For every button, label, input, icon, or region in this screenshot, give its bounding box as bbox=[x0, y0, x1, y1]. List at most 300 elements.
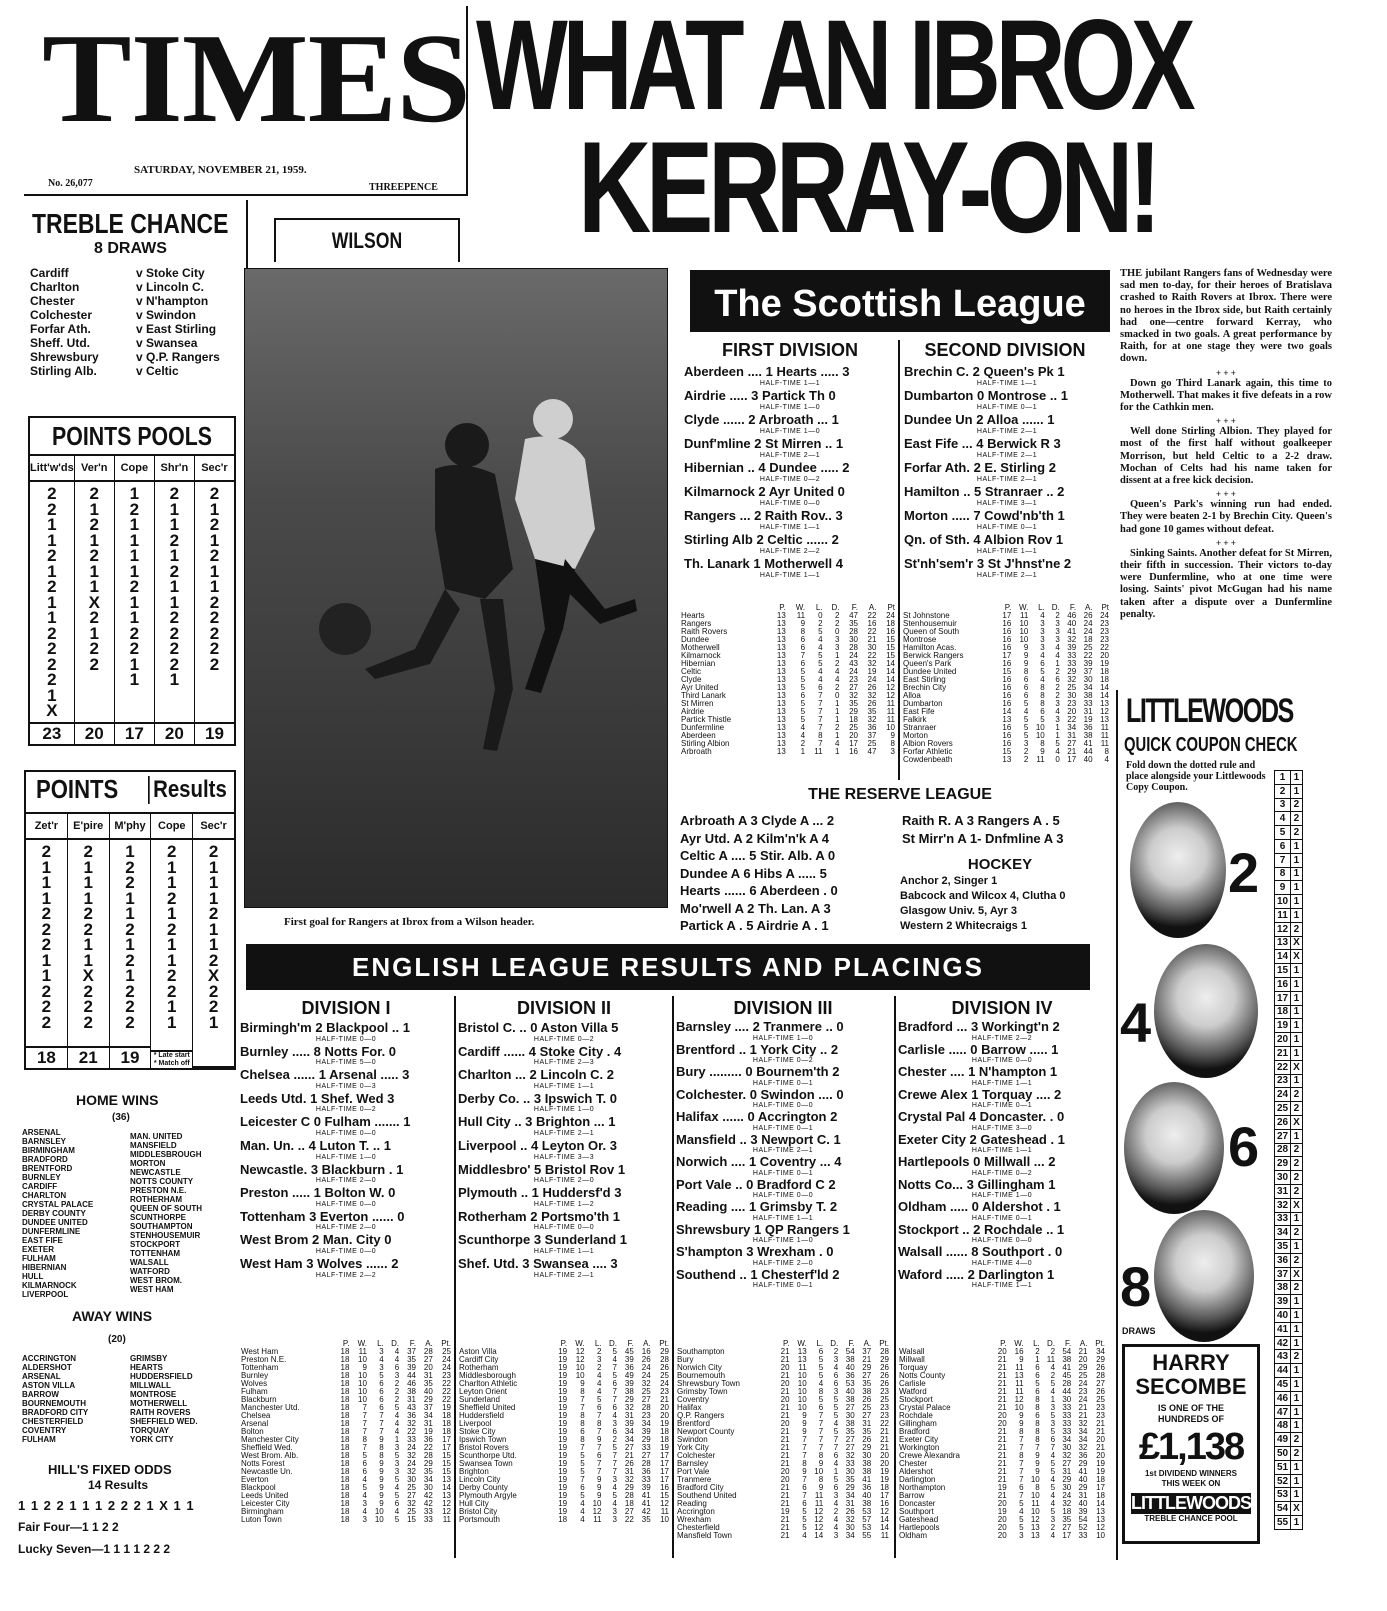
half-time: HALF-TIME 2—2 bbox=[759, 548, 821, 555]
table-header-cell: D. bbox=[1047, 1339, 1056, 1348]
table-cell: 5 bbox=[1050, 1411, 1056, 1420]
match-result: Stockport .. 2 Rochdale .. 1 bbox=[898, 1221, 1065, 1237]
table-cell: 4 bbox=[1050, 1363, 1056, 1372]
pool-value: 1 bbox=[169, 577, 180, 596]
pool-column-header: Cope bbox=[151, 814, 192, 840]
half-time: HALF-TIME 2—1 bbox=[976, 572, 1038, 579]
secombe-line-3: TREBLE CHANCE POOL bbox=[1144, 1514, 1238, 1523]
table-cell: 7 bbox=[362, 1443, 367, 1452]
table-cell: 4 bbox=[835, 667, 840, 676]
pool-column-values bbox=[30, 482, 74, 722]
table-cell: 6 bbox=[362, 1459, 367, 1468]
table-header-cell: D. bbox=[1051, 603, 1060, 612]
match-result: Morton ..... 7 Cowd'nb'th 1 bbox=[904, 508, 1065, 523]
table-cell: 6 bbox=[818, 1347, 824, 1356]
table-cell: 31 bbox=[423, 1419, 433, 1428]
table-cell: 19 bbox=[558, 1499, 568, 1508]
table-cell: 29 bbox=[880, 1355, 889, 1364]
table-cell: 7 bbox=[818, 715, 823, 724]
table-cell: 5 bbox=[818, 1355, 824, 1364]
table-cell: 19 bbox=[558, 1347, 568, 1356]
pool-value: X bbox=[88, 592, 100, 612]
table-cell: 29 bbox=[660, 1347, 669, 1356]
table-cell: 27 bbox=[624, 1507, 634, 1516]
pool-total: 19 bbox=[110, 1046, 151, 1068]
table-cell: 55 bbox=[862, 1531, 872, 1540]
team-name: Grimsby Town bbox=[677, 1387, 728, 1396]
table-cell: 5 bbox=[1050, 1427, 1056, 1436]
half-time: HALF-TIME 0—0 bbox=[315, 1200, 377, 1208]
table-cell: 21 bbox=[997, 1443, 1007, 1452]
table-cell: 34 bbox=[1067, 723, 1077, 732]
pool-value: 2 bbox=[41, 981, 52, 1001]
division-results bbox=[458, 1020, 670, 1280]
table-cell: 18 bbox=[442, 1419, 451, 1428]
table-cell: 5 bbox=[1019, 1523, 1024, 1532]
table-cell: 28 bbox=[624, 1491, 634, 1500]
ad-number-6: 6 bbox=[1228, 1115, 1260, 1178]
coupon-number: 49 bbox=[1275, 1433, 1291, 1447]
table-cell: 9 bbox=[802, 1427, 807, 1436]
match-result: Chester .... 1 N'hampton 1 bbox=[898, 1064, 1058, 1079]
table-cell: 27 bbox=[641, 1451, 651, 1460]
table-cell: 16 bbox=[1002, 675, 1012, 684]
table-cell: 20 bbox=[780, 1395, 790, 1404]
match-result: Southend .. 1 Chesterf'ld 2 bbox=[676, 1266, 840, 1282]
table-cell: 12 bbox=[1014, 1395, 1024, 1404]
table-cell: 27 bbox=[1062, 1523, 1072, 1532]
pool-value: 2 bbox=[169, 561, 180, 581]
table-cell: 27 bbox=[849, 683, 858, 692]
table-cell: 13 bbox=[776, 627, 786, 636]
pool-value: 2 bbox=[83, 904, 93, 923]
pool-value: 1 bbox=[125, 888, 135, 908]
home-win-team: STENHOUSEMUIR bbox=[130, 1231, 201, 1240]
home-win-team: SCUNTHORPE bbox=[130, 1213, 187, 1222]
coupon-value: X bbox=[1291, 1267, 1303, 1281]
coupon-number: 3 bbox=[1275, 798, 1291, 812]
table-cell: 28 bbox=[423, 1451, 433, 1460]
match-result: Crewe Alex 1 Torquay .... 2 bbox=[898, 1086, 1062, 1102]
team-name: Preston N.E. bbox=[241, 1355, 287, 1364]
table-cell: 27 bbox=[641, 1395, 651, 1404]
half-time: HALF-TIME 2—3 bbox=[533, 1059, 595, 1067]
table-cell: 30 bbox=[849, 635, 858, 644]
table-cell: 23 bbox=[1096, 1411, 1105, 1420]
team-name: Blackburn bbox=[241, 1395, 277, 1404]
team-name: Berwick Rangers bbox=[903, 651, 964, 660]
pool-value: 1 bbox=[167, 950, 177, 970]
team-name: Montrose bbox=[903, 635, 937, 644]
team-name: Rangers bbox=[681, 619, 712, 628]
table-cell: 21 bbox=[624, 1451, 634, 1460]
pool-value: 1 bbox=[209, 499, 220, 519]
pool-column bbox=[26, 814, 68, 1068]
table-cell: 9 bbox=[379, 1499, 384, 1508]
table-cell: 9 bbox=[597, 1483, 602, 1492]
coupon-number: 20 bbox=[1275, 1033, 1291, 1047]
headline-line-2: KERRAY-ON! bbox=[578, 114, 1157, 260]
treble-home-team: Chester bbox=[30, 294, 75, 308]
table-cell: 6 bbox=[597, 1451, 602, 1460]
table-cell: 40 bbox=[423, 1387, 433, 1396]
table-cell: 32 bbox=[407, 1451, 416, 1460]
table-cell: 30 bbox=[1067, 691, 1077, 700]
table-cell: 39 bbox=[641, 1483, 651, 1492]
headline-line-1: WHAT AN IBROX bbox=[476, 0, 1191, 137]
table-header-cell: A. bbox=[1084, 603, 1093, 612]
table-cell: 13 bbox=[776, 715, 786, 724]
table-cell: 20 bbox=[880, 1459, 889, 1468]
table-cell: 6 bbox=[1023, 675, 1029, 684]
table-cell: 33 bbox=[641, 1443, 651, 1452]
table-cell: 26 bbox=[880, 1379, 889, 1388]
coupon-number: 32 bbox=[1275, 1198, 1291, 1212]
away-win-team: SHEFFIELD WED. bbox=[130, 1417, 198, 1426]
coupon-number: 52 bbox=[1275, 1474, 1291, 1488]
table-cell: 29 bbox=[641, 1435, 651, 1444]
table-cell: 20 bbox=[1096, 1451, 1105, 1460]
table-cell: 8 bbox=[597, 1419, 602, 1428]
table-cell: 9 bbox=[1023, 643, 1029, 652]
team-name: Arbroath bbox=[681, 747, 712, 756]
table-cell: 4 bbox=[835, 675, 840, 684]
pool-column-header: M'phy bbox=[110, 814, 151, 840]
table-cell: 1 bbox=[1055, 659, 1060, 668]
table-row bbox=[680, 660, 896, 668]
table-cell: 7 bbox=[1019, 1467, 1024, 1476]
hills-line: 1 1 2 2 1 1 1 2 2 2 1 X 1 1 bbox=[18, 1498, 195, 1513]
table-cell: 4 bbox=[394, 1427, 400, 1436]
table-cell: 17 bbox=[660, 1459, 669, 1468]
pool-value: 1 bbox=[169, 592, 180, 612]
table-cell: 16 bbox=[1014, 1347, 1024, 1356]
table-header-cell: W. bbox=[1019, 603, 1029, 612]
table-cell: 4 bbox=[818, 1379, 824, 1388]
pool-value: 1 bbox=[167, 857, 177, 877]
pool-column-header: Sec'r bbox=[195, 456, 234, 482]
table-cell: 30 bbox=[1062, 1483, 1072, 1492]
table-cell: 29 bbox=[423, 1395, 433, 1404]
away-win-team: FULHAM bbox=[22, 1435, 56, 1444]
team-name: Hull City bbox=[459, 1499, 489, 1508]
table-cell: 39 bbox=[624, 1379, 634, 1388]
table-cell: 12 bbox=[575, 1355, 585, 1364]
team-name: Norwich City bbox=[677, 1363, 722, 1372]
coupon-number: 21 bbox=[1275, 1046, 1291, 1060]
table-cell: 3 bbox=[835, 635, 840, 644]
table-cell: 38 bbox=[624, 1387, 634, 1396]
team-name: Dumbarton bbox=[903, 699, 943, 708]
home-win-team: BRADFORD bbox=[22, 1155, 68, 1164]
table-cell: 16 bbox=[641, 1347, 651, 1356]
table-cell: 6 bbox=[818, 1403, 824, 1412]
half-time: HALF-TIME 1—0 bbox=[533, 1106, 595, 1114]
table-cell: 16 bbox=[1002, 635, 1012, 644]
table-cell: 14 bbox=[886, 675, 895, 684]
table-cell: 10 bbox=[1030, 1507, 1040, 1516]
table-cell: 25 bbox=[407, 1483, 416, 1492]
table-header-cell: W. bbox=[357, 1339, 367, 1348]
table-cell: 21 bbox=[780, 1371, 790, 1380]
table-cell: 25 bbox=[660, 1371, 669, 1380]
table-cell: 3 bbox=[362, 1499, 367, 1508]
ad-number-2: 2 bbox=[1228, 841, 1260, 904]
team-name: Partick Thistle bbox=[681, 715, 732, 724]
match-result: Rangers ... 2 Raith Rov.. 3 bbox=[684, 508, 843, 523]
table-header-cell: F. bbox=[851, 603, 858, 612]
away-win-team: ALDERSHOT bbox=[22, 1363, 72, 1372]
team-name: Coventry bbox=[677, 1395, 710, 1404]
match-result: Dunf'mline 2 St Mirren .. 1 bbox=[684, 436, 844, 451]
half-time: HALF-TIME 2—1 bbox=[976, 476, 1038, 483]
table-cell: 2 bbox=[1035, 1347, 1040, 1356]
table-cell: 4 bbox=[1050, 1531, 1056, 1540]
table-cell: 11 bbox=[886, 699, 895, 708]
secombe-line-2: 1st DIVIDEND WINNERS THIS WEEK ON bbox=[1144, 1469, 1237, 1488]
table-cell: 3 bbox=[612, 1419, 617, 1428]
table-cell: 13 bbox=[1002, 755, 1012, 764]
table-cell: 23 bbox=[880, 1387, 889, 1396]
table-cell: 10 bbox=[358, 1371, 367, 1380]
team-name: Gateshead bbox=[899, 1515, 939, 1524]
table-cell: 4 bbox=[833, 1459, 839, 1468]
table-cell: 10 bbox=[1030, 1491, 1040, 1500]
pool-column bbox=[110, 814, 152, 1068]
table-cell: 7 bbox=[597, 1411, 602, 1420]
table-cell: 22 bbox=[442, 1379, 451, 1388]
table-cell: 12 bbox=[814, 1507, 824, 1516]
half-time: HALF-TIME 3—1 bbox=[976, 500, 1038, 507]
table-cell: 5 bbox=[580, 1451, 585, 1460]
coupon-row bbox=[1275, 1419, 1303, 1433]
table-header-cell: Pt. bbox=[879, 1339, 889, 1348]
pool-value: 1 bbox=[209, 530, 220, 550]
half-time: HALF-TIME 2—0 bbox=[315, 1177, 377, 1185]
table-cell: 24 bbox=[1083, 627, 1093, 636]
table-cell: 10 bbox=[575, 1363, 585, 1372]
pool-value: 2 bbox=[83, 981, 93, 1001]
pool-value: 1 bbox=[83, 857, 93, 877]
table-cell: 23 bbox=[641, 1411, 651, 1420]
away-win-team: MILLWALL bbox=[130, 1381, 171, 1390]
table-cell: 18 bbox=[558, 1515, 568, 1524]
table-cell: 3 bbox=[833, 1355, 839, 1364]
table-cell: 4 bbox=[597, 1379, 602, 1388]
table-cell: 4 bbox=[394, 1419, 400, 1428]
coupon-row bbox=[1275, 1212, 1303, 1226]
table-cell: 38 bbox=[407, 1387, 416, 1396]
table-cell: 14 bbox=[886, 667, 895, 676]
coupon-value: X bbox=[1291, 950, 1303, 964]
team-name: Carlisle bbox=[899, 1379, 926, 1388]
team-name: Albion Rovers bbox=[903, 739, 953, 748]
table-cell: 7 bbox=[1035, 1443, 1040, 1452]
table-cell: 7 bbox=[1019, 1459, 1024, 1468]
table-cell: 21 bbox=[780, 1427, 790, 1436]
table-cell: 10 bbox=[575, 1371, 585, 1380]
table-cell: 15 bbox=[1002, 667, 1012, 676]
treble-home-team: Stirling Alb. bbox=[30, 364, 97, 378]
home-win-team: CRYSTAL PALACE bbox=[22, 1200, 94, 1209]
team-name: West Brom. Alb. bbox=[241, 1451, 299, 1460]
table-cell: 21 bbox=[880, 1443, 889, 1452]
table-cell: 5 bbox=[833, 1403, 839, 1412]
table-cell: 3 bbox=[1040, 619, 1045, 628]
table-cell: 5 bbox=[833, 1395, 839, 1404]
table-cell: 9 bbox=[597, 1435, 602, 1444]
table-cell: 45 bbox=[1062, 1371, 1072, 1380]
hockey-title: HOCKEY bbox=[967, 856, 1033, 873]
home-win-team: WALSALL bbox=[130, 1258, 169, 1267]
coupon-row bbox=[1275, 1281, 1303, 1295]
match-result: S'hampton 3 Wrexham . 0 bbox=[676, 1244, 834, 1259]
table-cell: 19 bbox=[558, 1507, 568, 1516]
coupon-row bbox=[1275, 1447, 1303, 1461]
table-cell: 18 bbox=[880, 1483, 889, 1492]
team-name: Swansea Town bbox=[459, 1459, 513, 1468]
table-cell: 16 bbox=[660, 1483, 669, 1492]
half-time: HALF-TIME 1—0 bbox=[759, 428, 821, 435]
table-cell: 33 bbox=[1062, 1427, 1072, 1436]
table-cell: 10 bbox=[1096, 1531, 1105, 1540]
story-divider: + + + bbox=[1216, 537, 1236, 548]
table-cell: 5 bbox=[394, 1491, 400, 1500]
table-cell: 13 bbox=[776, 611, 786, 620]
face-portrait-4 bbox=[1154, 1210, 1254, 1342]
table-cell: 7 bbox=[802, 1451, 807, 1460]
coupon-number: 43 bbox=[1275, 1350, 1291, 1364]
table-cell: 32 bbox=[624, 1403, 634, 1412]
half-time: HALF-TIME 0—2 bbox=[315, 1106, 377, 1114]
pool-column bbox=[68, 814, 110, 1068]
table-cell: 14 bbox=[1096, 1499, 1105, 1508]
table-cell: 5 bbox=[379, 1371, 384, 1380]
match-result: Hartlepools 0 Millwall ... 2 bbox=[898, 1154, 1056, 1169]
coupon-value: 2 bbox=[1291, 1157, 1303, 1171]
team-name: Dundee United bbox=[903, 667, 957, 676]
pool-total: 19 bbox=[195, 722, 234, 744]
table-cell: 24 bbox=[641, 1371, 651, 1380]
pool-total: 23 bbox=[30, 722, 74, 744]
second-division-table bbox=[902, 604, 1110, 764]
table-cell: 21 bbox=[997, 1467, 1007, 1476]
table-cell: 11 bbox=[358, 1347, 367, 1356]
table-cell: 7 bbox=[580, 1475, 585, 1484]
pool-column-header: E'pire bbox=[68, 814, 109, 840]
match-result: Derby Co. .. 3 Ipswich T. 0 bbox=[458, 1090, 617, 1106]
home-win-team: WATFORD bbox=[130, 1267, 170, 1276]
coupon-value: 2 bbox=[1291, 812, 1303, 826]
pool-value: 1 bbox=[89, 499, 99, 519]
table-cell: 30 bbox=[862, 1451, 872, 1460]
coupon-row bbox=[1275, 881, 1303, 895]
table-cell: 14 bbox=[880, 1515, 889, 1524]
home-win-team: MAN. UNITED bbox=[130, 1132, 183, 1141]
table-cell: 10 bbox=[358, 1387, 367, 1396]
table-cell: 26 bbox=[1096, 1387, 1105, 1396]
half-time: HALF-TIME 1—1 bbox=[533, 1082, 595, 1090]
table-cell: 2 bbox=[1055, 611, 1060, 620]
table-cell: 34 bbox=[641, 1419, 651, 1428]
table-cell: 0 bbox=[818, 611, 823, 620]
table-cell: 13 bbox=[1030, 1523, 1040, 1532]
pool-value: 1 bbox=[169, 546, 180, 565]
treble-home-team: Charlton bbox=[30, 280, 80, 294]
table-cell: 7 bbox=[802, 1435, 807, 1444]
table-cell: 13 bbox=[1100, 715, 1109, 724]
table-cell: 5 bbox=[1019, 1499, 1024, 1508]
coupon-row bbox=[1275, 1378, 1303, 1392]
table-cell: 38 bbox=[862, 1499, 872, 1508]
pool-value: 2 bbox=[209, 484, 220, 503]
table-cell: 18 bbox=[340, 1395, 350, 1404]
match-result: St'nh'sem'r 3 St J'hnst'ne 2 bbox=[904, 556, 1072, 571]
coupon-value: 2 bbox=[1291, 1253, 1303, 1267]
table-cell: 17 bbox=[1067, 755, 1077, 764]
match-result: Burnley ..... 8 Notts For. 0 bbox=[240, 1043, 397, 1059]
home-win-team: CARDIFF bbox=[22, 1182, 58, 1191]
hockey-result: Glasgow Univ. 5, Ayr 3 bbox=[900, 905, 1017, 917]
table-cell: 7 bbox=[612, 1451, 617, 1460]
table-cell: 11 bbox=[1036, 755, 1045, 764]
team-name: Arsenal bbox=[241, 1419, 269, 1428]
table-cell: 18 bbox=[340, 1507, 350, 1516]
team-name: Queen's Park bbox=[903, 659, 952, 668]
team-name: Dunfermline bbox=[681, 723, 725, 732]
table-cell: 22 bbox=[880, 1419, 889, 1428]
table-header-cell: P. bbox=[560, 1339, 568, 1348]
table-cell: 21 bbox=[780, 1531, 790, 1540]
table-cell: 13 bbox=[442, 1475, 451, 1484]
story-paragraph: Down go Third Lanark again, this time to Motherwell. That makes it five defeats in a row for the Cathkin men. bbox=[1120, 377, 1332, 414]
table-cell: 13 bbox=[776, 699, 786, 708]
home-wins-right bbox=[130, 1132, 202, 1294]
coupon-number: 14 bbox=[1275, 950, 1291, 964]
home-win-team: MANSFIELD bbox=[130, 1141, 177, 1150]
table-cell: 23 bbox=[1100, 635, 1109, 644]
table-cell: 20 bbox=[997, 1411, 1007, 1420]
away-wins-left bbox=[22, 1354, 88, 1444]
pool-value: 2 bbox=[83, 1012, 93, 1032]
table-cell: 41 bbox=[641, 1499, 651, 1508]
table-row bbox=[680, 700, 896, 708]
team-name: Liverpool bbox=[459, 1419, 492, 1428]
table-cell: 4 bbox=[580, 1507, 585, 1516]
table-cell: 7 bbox=[1019, 1435, 1024, 1444]
table-cell: 29 bbox=[1062, 1475, 1072, 1484]
table-cell: 24 bbox=[660, 1379, 669, 1388]
pool-value: 1 bbox=[167, 904, 177, 923]
table-cell: 35 bbox=[849, 619, 858, 628]
table-cell: 9 bbox=[890, 731, 895, 740]
table-cell: 9 bbox=[362, 1363, 367, 1372]
table-cell: 18 bbox=[340, 1467, 350, 1476]
pool-value: 2 bbox=[208, 981, 219, 1001]
match-result: Leicester C 0 Fulham ....... 1 bbox=[240, 1114, 411, 1130]
coupon-number: 17 bbox=[1275, 991, 1291, 1005]
table-cell: 11 bbox=[1020, 611, 1029, 620]
table-cell: 4 bbox=[833, 1363, 839, 1372]
table-cell: 6 bbox=[1023, 691, 1029, 700]
table-cell: 30 bbox=[845, 1523, 855, 1532]
match-result: Newcastle. 3 Blackburn . 1 bbox=[240, 1161, 404, 1177]
table-cell: 5 bbox=[362, 1483, 367, 1492]
table-cell: 32 bbox=[1067, 635, 1077, 644]
coupon-value: 2 bbox=[1291, 1433, 1303, 1447]
table-cell: 8 bbox=[1023, 667, 1029, 676]
table-cell: 18 bbox=[340, 1411, 350, 1420]
